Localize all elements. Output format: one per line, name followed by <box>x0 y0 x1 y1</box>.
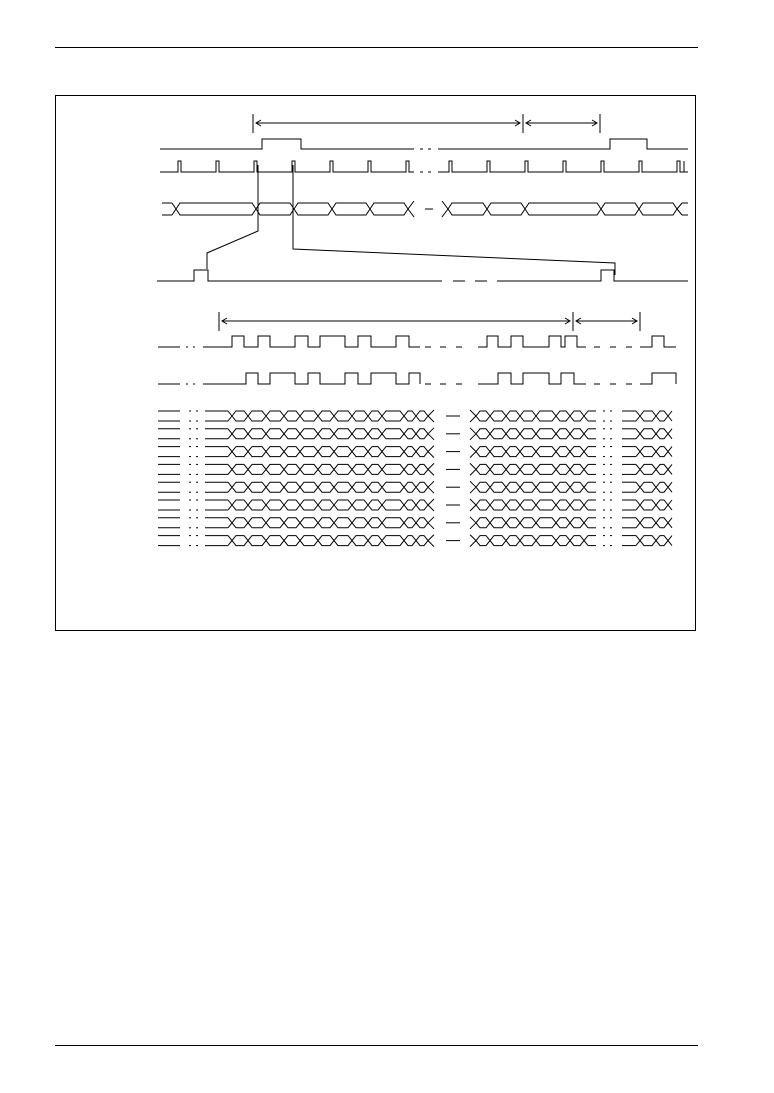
bus-segment <box>640 500 668 510</box>
line-bus-break <box>408 209 414 217</box>
bus-segment <box>640 518 668 528</box>
bus-break <box>470 487 476 493</box>
bus-tail <box>668 452 672 457</box>
pixel-data-bus-group <box>158 410 672 547</box>
pixel-data-bus-line <box>158 428 672 440</box>
pixel-data-bus-line <box>158 410 672 422</box>
zoom-frame-pulse-waveform <box>157 270 688 281</box>
bus-segment <box>232 536 428 546</box>
bus-segment <box>476 429 584 439</box>
bus-lead <box>636 487 640 492</box>
bus-segment <box>476 500 584 510</box>
pixel-clock-b-segment <box>478 373 586 384</box>
bus-lead <box>228 487 232 492</box>
bottom-rule <box>55 1045 698 1046</box>
bus-tail <box>584 482 588 487</box>
bus-break <box>428 499 434 505</box>
bus-tail <box>668 500 672 505</box>
bus-break <box>470 428 476 434</box>
bus-segment <box>640 464 668 474</box>
bus-break <box>428 487 434 493</box>
bus-break <box>428 452 434 458</box>
bus-tail <box>668 518 672 523</box>
line-bus-tail <box>677 203 682 209</box>
bus-segment <box>476 536 584 546</box>
bus-lead <box>636 536 640 541</box>
bus-lead <box>636 505 640 510</box>
bus-break <box>470 469 476 475</box>
bus-lead <box>636 411 640 416</box>
line-bus-segment <box>176 203 408 215</box>
bus-break <box>428 523 434 529</box>
frame-pulse-waveform <box>160 139 688 149</box>
bus-break <box>470 505 476 511</box>
bus-break <box>428 535 434 541</box>
zoom-connector-lines <box>207 165 615 275</box>
bus-lead <box>636 464 640 469</box>
bus-segment <box>476 518 584 528</box>
bus-segment <box>232 447 428 457</box>
bus-break <box>428 410 434 416</box>
bus-lead <box>228 464 232 469</box>
bus-segment <box>476 482 584 492</box>
bus-tail <box>584 541 588 546</box>
bus-lead <box>636 452 640 457</box>
bus-segment <box>232 500 428 510</box>
line-bus-break <box>442 201 448 209</box>
bus-break <box>428 428 434 434</box>
bus-break <box>428 469 434 475</box>
bus-tail <box>584 416 588 421</box>
bus-break <box>428 541 434 547</box>
bus-break <box>428 446 434 452</box>
bus-tail <box>584 469 588 474</box>
bus-segment <box>640 536 668 546</box>
bus-tail <box>668 541 672 546</box>
bus-lead <box>228 541 232 546</box>
bus-lead <box>228 447 232 452</box>
line-clock-waveform <box>160 161 688 172</box>
bus-segment <box>232 411 428 421</box>
bus-tail <box>668 536 672 541</box>
pixel-clock-b-segment <box>203 373 420 384</box>
bus-lead <box>228 416 232 421</box>
bus-tail <box>584 487 588 492</box>
bus-tail <box>584 434 588 439</box>
bus-break <box>428 517 434 523</box>
pixel-clock-a-waveform <box>158 336 676 347</box>
bus-tail <box>668 434 672 439</box>
bus-break <box>470 463 476 469</box>
line-bus-lead <box>172 203 176 209</box>
pixel-clock-b-segment <box>640 373 676 384</box>
dimension-arrow-frame-period <box>253 114 523 133</box>
bus-tail <box>584 518 588 523</box>
bus-break <box>428 481 434 487</box>
bus-segment <box>232 464 428 474</box>
dimension-arrow-line-blank <box>576 312 640 331</box>
bus-lead <box>228 536 232 541</box>
bus-segment <box>476 411 584 421</box>
bus-break <box>470 523 476 529</box>
bus-lead <box>636 469 640 474</box>
line-bus-lead <box>172 209 176 215</box>
bus-segment <box>232 482 428 492</box>
pixel-clock-b-waveform <box>158 373 676 384</box>
dimension-arrow-frame-gap <box>526 114 600 133</box>
bus-segment <box>640 447 668 457</box>
bus-tail <box>584 523 588 528</box>
bus-lead <box>228 452 232 457</box>
bus-break <box>470 535 476 541</box>
bus-tail <box>668 482 672 487</box>
bus-segment <box>640 429 668 439</box>
bus-lead <box>636 429 640 434</box>
bus-lead <box>228 518 232 523</box>
pixel-data-bus-line <box>158 517 672 529</box>
bus-break <box>470 481 476 487</box>
bus-tail <box>668 429 672 434</box>
bus-tail <box>584 447 588 452</box>
bus-break <box>428 434 434 440</box>
bus-tail <box>668 505 672 510</box>
bus-break <box>470 446 476 452</box>
pixel-data-bus-line <box>158 463 672 475</box>
bus-lead <box>636 482 640 487</box>
bus-lead <box>228 429 232 434</box>
bus-lead <box>636 500 640 505</box>
bus-tail <box>584 500 588 505</box>
pixel-clock-a-segment <box>478 336 586 347</box>
bus-segment <box>640 482 668 492</box>
bus-break <box>428 416 434 422</box>
bus-lead <box>228 434 232 439</box>
bus-break <box>470 410 476 416</box>
bus-tail <box>584 536 588 541</box>
bus-segment <box>640 411 668 421</box>
pixel-data-bus-line <box>158 446 672 458</box>
bus-lead <box>228 411 232 416</box>
pixel-clock-a-segment <box>203 336 420 347</box>
bus-lead <box>636 523 640 528</box>
bus-break <box>470 416 476 422</box>
bus-break <box>470 434 476 440</box>
bus-break <box>428 505 434 511</box>
line-bus-segment <box>448 203 677 215</box>
bus-tail <box>668 523 672 528</box>
bus-segment <box>232 429 428 439</box>
bus-lead <box>636 434 640 439</box>
bus-tail <box>668 411 672 416</box>
bus-lead <box>636 447 640 452</box>
pixel-data-bus-line <box>158 481 672 493</box>
bus-lead <box>636 518 640 523</box>
bus-break <box>470 499 476 505</box>
line-data-bus-waveform <box>162 201 688 217</box>
bus-break <box>428 463 434 469</box>
bus-tail <box>584 411 588 416</box>
dimension-arrow-line-active <box>219 312 573 331</box>
bus-tail <box>668 416 672 421</box>
bus-tail <box>584 429 588 434</box>
line-clock-segment <box>160 161 414 172</box>
bus-break <box>470 517 476 523</box>
bus-tail <box>668 464 672 469</box>
bus-lead <box>228 469 232 474</box>
line-bus-break <box>408 201 414 209</box>
bus-tail <box>584 505 588 510</box>
bus-break <box>470 541 476 547</box>
bus-tail <box>584 452 588 457</box>
line-bus-break <box>442 209 448 217</box>
line-bus-tail <box>677 209 682 215</box>
bus-lead <box>228 523 232 528</box>
bus-segment <box>476 464 584 474</box>
bus-tail <box>668 469 672 474</box>
bus-lead <box>228 500 232 505</box>
bus-lead <box>636 416 640 421</box>
pixel-clock-a-segment <box>640 336 676 347</box>
bus-break <box>470 452 476 458</box>
bus-segment <box>476 447 584 457</box>
bus-lead <box>228 505 232 510</box>
pixel-data-bus-line <box>158 535 672 547</box>
bus-tail <box>668 487 672 492</box>
bus-tail <box>584 464 588 469</box>
bus-tail <box>668 447 672 452</box>
pixel-data-bus-line <box>158 499 672 511</box>
bus-lead <box>228 482 232 487</box>
bus-lead <box>636 541 640 546</box>
bus-segment <box>232 518 428 528</box>
line-clock-segment <box>438 161 688 172</box>
